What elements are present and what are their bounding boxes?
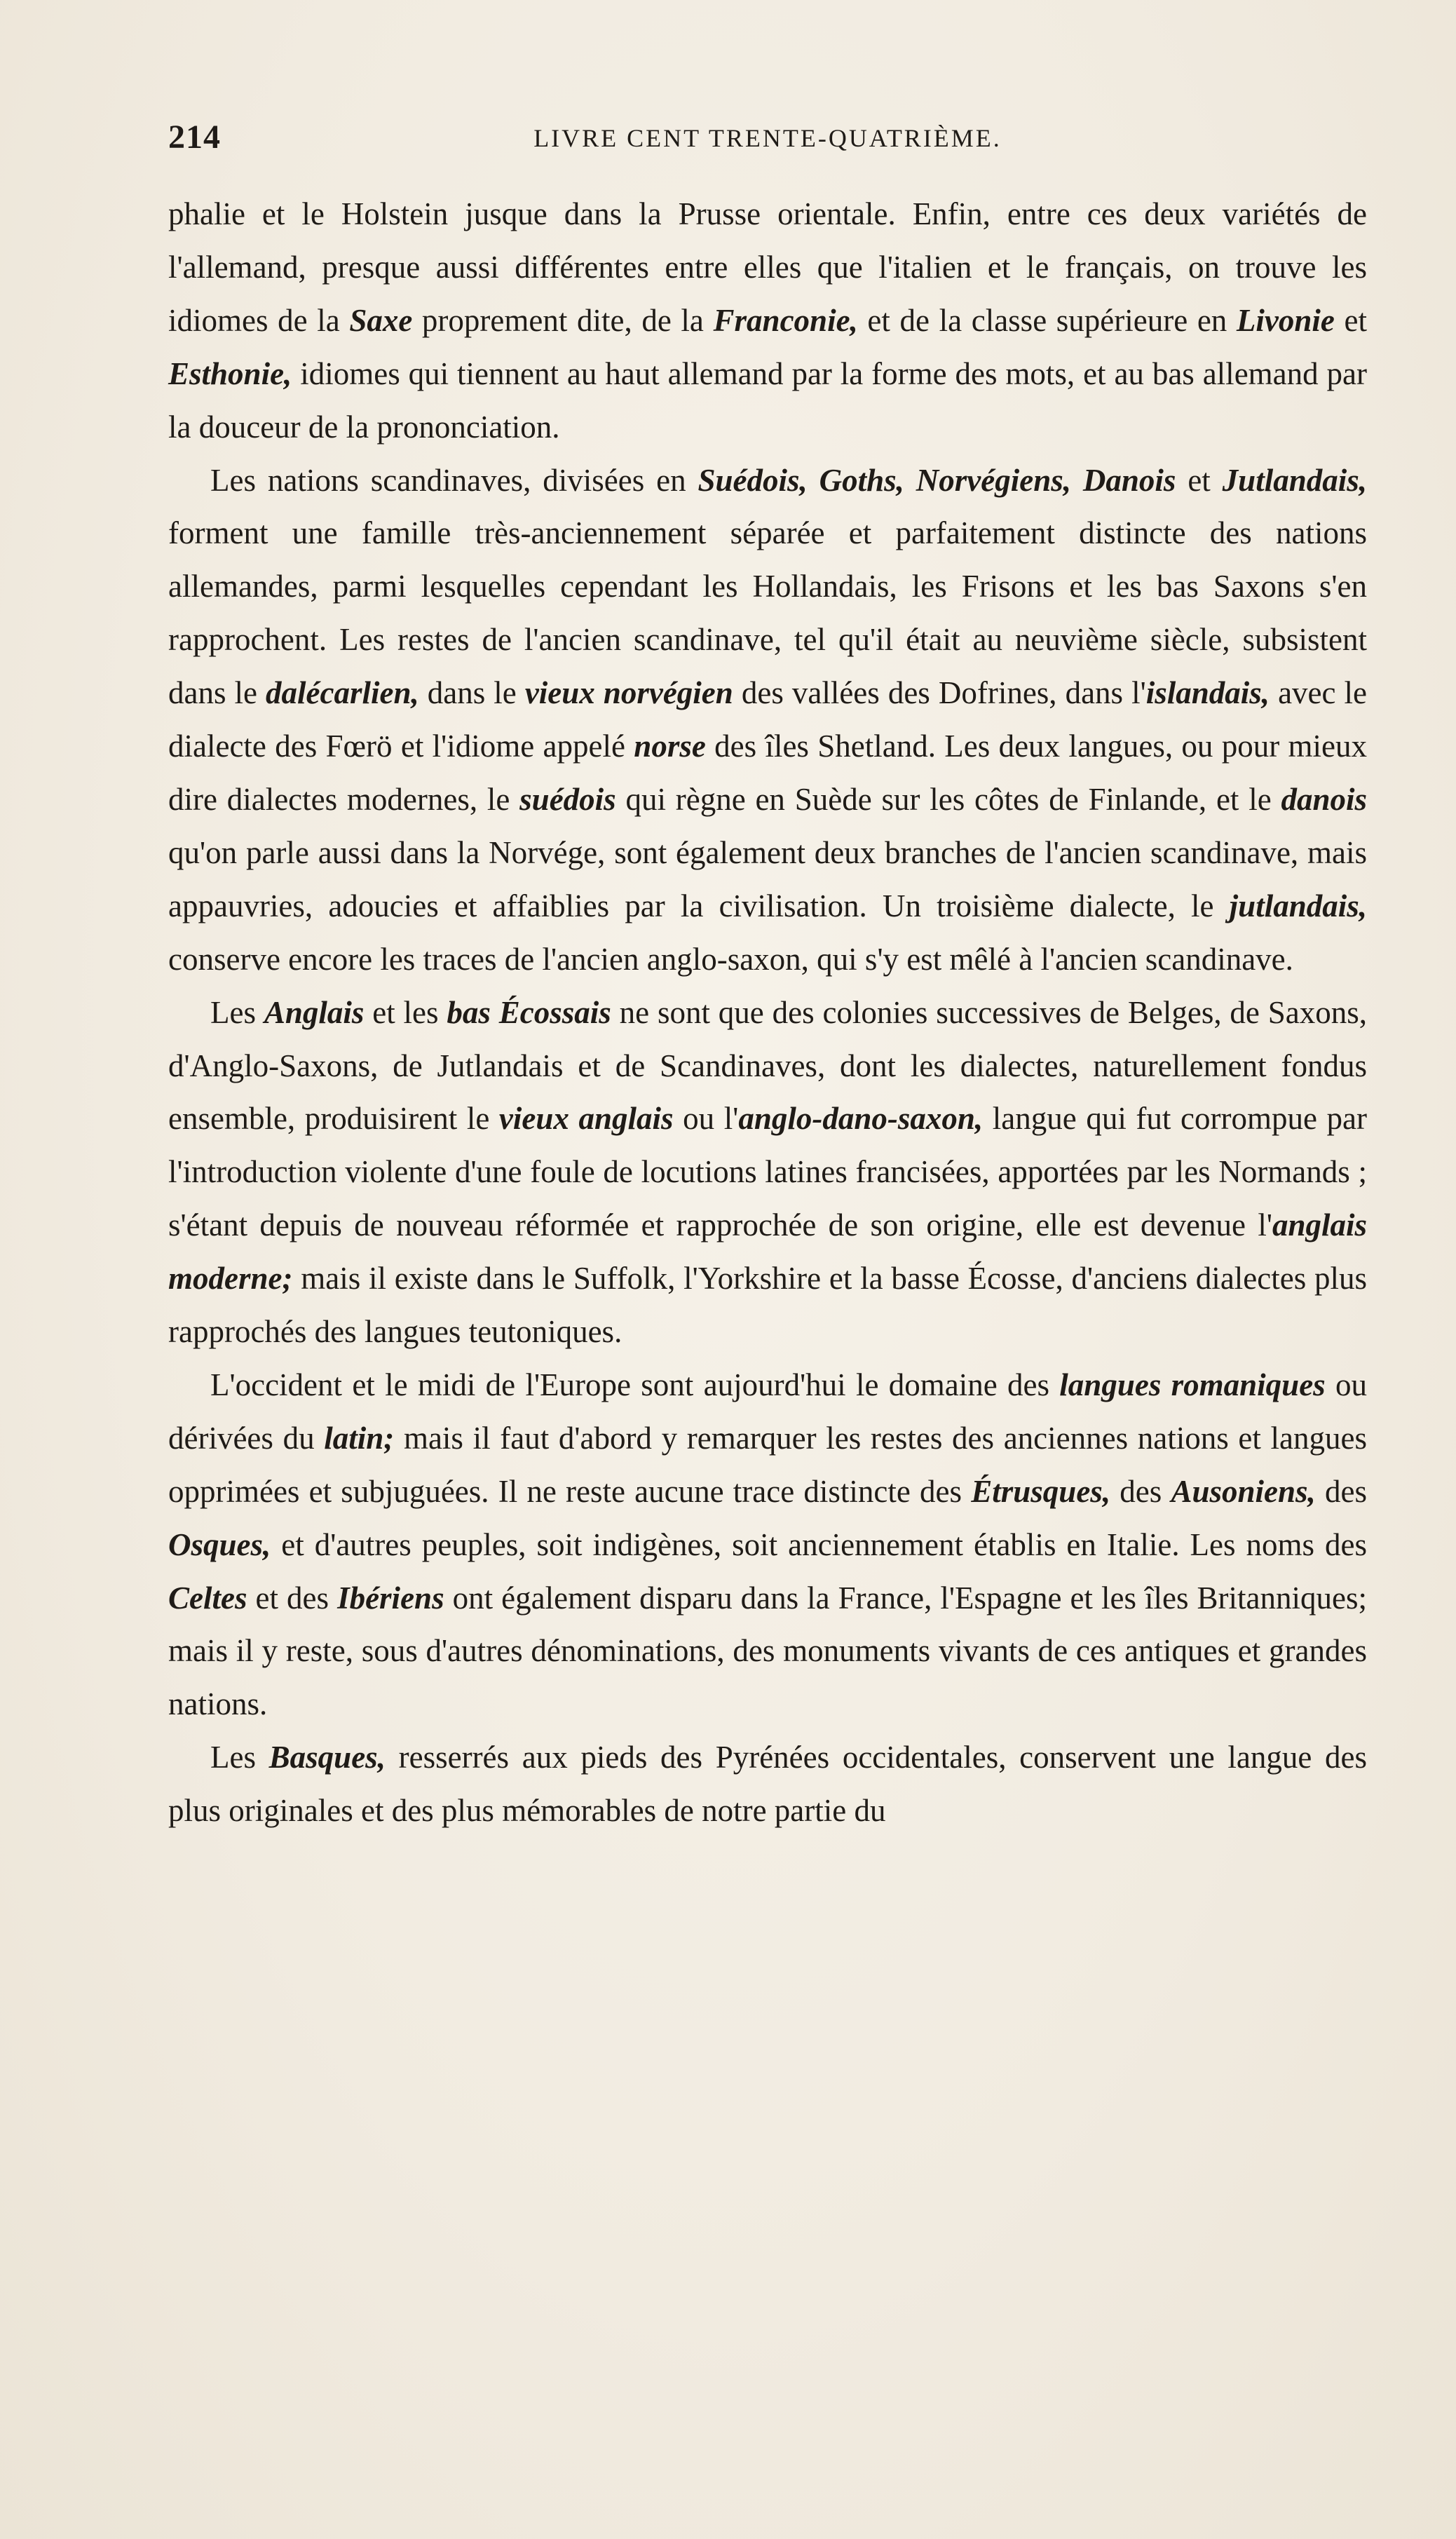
text-run: idiomes qui tiennent au haut allemand par la forme des mots, et au bas allemand par la douceur de la prononciation. [168,356,1367,445]
paragraph [168,1731,1367,1838]
italic-term: anglais moderne; [168,1207,1367,1296]
italic-term: langues romaniques [1059,1367,1326,1402]
text-run: L'occident et le midi de l'Europe sont aujourd'hui le domaine des [210,1367,1060,1402]
text-run: mais il faut d'abord y remarquer les restes des anciennes nations et langues opprimées et subjuguées. Il ne reste aucune trace distincte des [168,1420,1368,1509]
text-run: des vallées des Dofrines, dans l' [733,675,1146,711]
italic-term: Saxe [349,302,413,338]
body-text [168,188,1367,1838]
italic-term: bas Écossais [447,994,611,1030]
italic-term: Ibériens [337,1580,444,1616]
page-header [168,118,1367,160]
italic-term: norse [634,729,706,764]
italic-term: Suédois, Goths, Norvégiens, Danois [698,462,1176,498]
page-number: 214 [168,119,221,156]
running-title: LIVRE CENT TRENTE-QUATRIÈME. [533,124,1002,152]
italic-term: vieux norvégien [524,675,733,711]
text-run: et d'autres peuples, soit indigènes, soit anciennement établis en Italie. Les noms des [271,1526,1367,1562]
italic-term: islandais, [1145,675,1270,711]
text-run: et des [247,1580,338,1616]
italic-term: Celtes [168,1580,247,1616]
text-run: ou l' [673,1101,739,1137]
text-run: avec le dialecte des Fœrö et l'idiome appelé [168,675,1367,764]
italic-term: anglo-dano-saxon, [738,1101,984,1137]
text-run: ne sont que des colonies successives de Belges, de Saxons, d'Anglo-Saxons, de Jutlandais et de Scandinaves, dont les dialectes, naturellement fondus ensemble, produisirent le [168,994,1367,1137]
text-run: des îles Shetland. Les deux langues, ou pour mieux dire dialectes modernes, le [168,729,1368,817]
text-run: des [1110,1473,1171,1509]
italic-term: Livonie [1236,302,1335,338]
paragraph [168,1359,1367,1731]
text-run: conserve encore les traces de l'ancien anglo-saxon, qui s'y est mêlé à l'ancien scandinave. [168,941,1293,977]
text-run: et [1176,462,1223,498]
text-run: des [1315,1473,1367,1509]
text-run: et de la classe supérieure en [857,302,1237,338]
text-run: phalie et le Holstein jusque dans la Prusse orientale. Enfin, entre ces deux variétés de l'allemand, presque aussi différentes entre elles que l'italien et le français, on trouve les idiomes de la [168,196,1367,338]
text-run: dans le [419,675,525,711]
italic-term: Ausoniens, [1171,1473,1316,1509]
italic-term: Jutlandais, [1222,462,1367,498]
italic-term: latin; [324,1420,395,1456]
italic-term: vieux anglais [498,1101,674,1137]
paragraph [168,987,1367,1359]
italic-term: dalécarlien, [266,675,419,711]
italic-term: jutlandais, [1229,888,1367,923]
italic-term: danois [1281,781,1368,817]
text-run: ou dérivées du [168,1367,1368,1456]
italic-term: Esthonie, [168,356,292,391]
italic-term: Basques, [268,1740,386,1775]
text-run: Les nations scandinaves, divisées en [210,462,698,498]
text-run: ont également disparu dans la France, l'Espagne et les îles Britanniques; mais il y reste, sous d'autres dénominations, des monuments vivants de ces antiques et grandes nations. [168,1580,1367,1722]
text-run: et les [364,994,447,1030]
text-run: Les [210,994,264,1030]
italic-term: suédois [519,781,616,817]
text-run: Les [210,1740,269,1775]
text-run: et [1334,302,1367,338]
italic-term: Franconie, [713,302,858,338]
italic-term: Anglais [264,994,365,1030]
text-run: langue qui fut corrompue par l'introduction violente d'une foule de locutions latines francisées, apportées par les Normands ; s'étant depuis de nouveau réformée et rapprochée de son origine, elle est devenue l' [168,1101,1367,1243]
paragraph [168,188,1367,454]
text-run: forment une famille très-anciennement séparée et parfaitement distincte des nations allemandes, parmi lesquelles cependant les Hollandais, les Frisons et les bas Saxons s'en rapprochent. Les restes de l'ancien scandinave, tel qu'il était au neuvième siècle, subsistent dans le [168,515,1367,711]
text-run: mais il existe dans le Suffolk, l'Yorkshire et la basse Écosse, d'anciens dialectes plus rapprochés des langues teutoniques. [168,1261,1367,1350]
paragraph [168,454,1367,987]
text-run: proprement dite, de la [412,302,714,338]
text-run: qui règne en Suède sur les côtes de Finlande, et le [615,781,1281,817]
italic-term: Étrusques, [971,1473,1111,1509]
text-run: qu'on parle aussi dans la Norvége, sont également deux branches de l'ancien scandinave, mais appauvries, adoucies et affaiblies par la civilisation. Un troisième dialecte, le [168,834,1367,923]
italic-term: Osques, [168,1526,271,1562]
text-run: resserrés aux pieds des Pyrénées occidentales, conservent une langue des plus originales et des plus mémorables de notre partie du [168,1740,1367,1829]
